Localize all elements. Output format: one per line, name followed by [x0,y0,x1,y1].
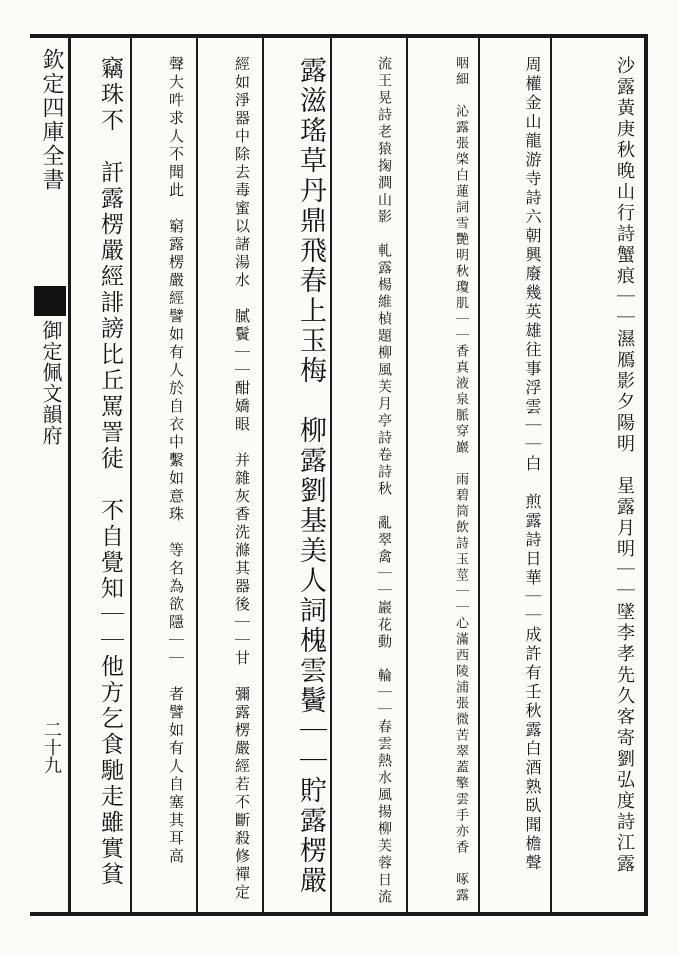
book-subtitle: 御定佩文韻府 [39,320,63,446]
column-rule [478,38,480,912]
column-rule [196,38,198,912]
bottom-border [30,912,648,916]
text-column-5: 露滋瑤草丹鼎飛春上玉梅 柳露劉基美人詞槐雲鬢｜｜貯露楞嚴 [295,56,326,896]
text-column-8: 竊珠不 訐露楞嚴經誹謗比丘罵詈徒 不自覺知｜｜他方乞食馳走雖實貧 [97,56,123,888]
book-title: 欽定四庫全書 [39,48,64,192]
column-rule [262,38,264,912]
column-rule [130,38,132,912]
top-border [30,34,648,38]
right-border [644,34,648,916]
column-rule [550,38,552,912]
text-column-6: 經如淨器中除去毒蜜以諸湯水 膩鬢｜｜酣嬌眼 并雜灰香洗滌其器後｜｜甘 彌露楞嚴經若不斷殺修禪定 [233,56,251,902]
text-column-1: 沙露黃庚秋晚山行詩蟹痕｜｜濕鴈影夕陽明 星露月明｜｜墜李孝先久客寄劉弘度詩江露 [614,56,635,875]
text-column-7: 聲大吽求人不聞此 窮露楞嚴經譬如有人於自衣中繫如意珠 等名為欲隱｜｜ 者譬如有人自塞其耳高 [167,56,185,866]
margin-divider [68,34,71,916]
fish-tail-mark [34,286,66,316]
page-number: 二十九 [41,720,62,774]
text-column-3: 咽細 沁露張棨白蓮詞雪艷明秋瓊肌｜｜香真液泉脈穿巖 雨碧筒飲詩玉莖｜｜心滿西陵浦張微苦翠蓋擎雲手亦香 啄露 [453,56,468,904]
column-rule [330,38,332,912]
text-column-2: 周權金山龍游寺詩六朝興廢幾英雄往事浮雲｜｜白 煎露詩日華｜｜成許有壬秋露白酒熟臥聞檐聲 [523,56,542,873]
text-column-4: 流王晃詩老猿掬澗山影 軋露楊維楨題柳風芙月亭詩卷詩秋 亂翠禽｜｜巖花動 輪｜｜春雲熱水風揚柳芙蓉日流 [376,56,392,906]
column-rule [406,38,408,912]
